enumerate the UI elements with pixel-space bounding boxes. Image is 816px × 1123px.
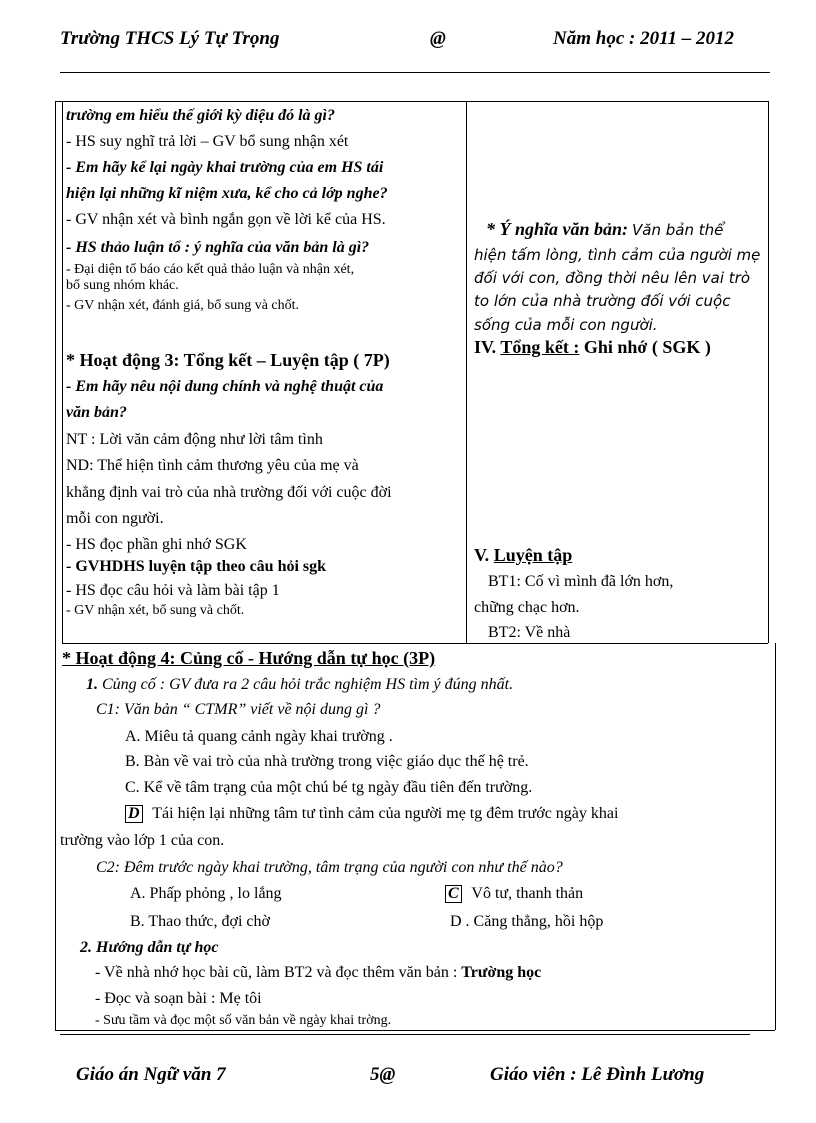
practice-number: V. xyxy=(474,545,490,565)
header-rule xyxy=(60,72,770,73)
q2-option-b: B. Thao thức, đợi chờ xyxy=(130,913,270,930)
school-name: Trường THCS Lý Tự Trọng xyxy=(60,28,280,49)
question-1: C1: Văn bản “ CTMR” viết về nội dung gì ? xyxy=(96,701,381,718)
table-right-border-upper xyxy=(768,101,769,643)
left-line-4: hiện lại những kĩ niệm xưa, kể cho cả lớp nghe? xyxy=(66,185,388,202)
activity-3-heading: * Hoạt động 3: Tổng kết – Luyện tập ( 7P) xyxy=(66,350,390,370)
left-line-16: - HS đọc phần ghi nhớ SGK xyxy=(66,536,247,553)
left-inner-border xyxy=(62,101,63,643)
footer-page: 5@ xyxy=(370,1064,396,1085)
consolidation-text: Củng cố : GV đưa ra 2 câu hỏi trắc nghiệm HS tìm ý đúng nhất. xyxy=(102,676,514,693)
q1-option-a: A. Miêu tả quang cảnh ngày khai trường . xyxy=(125,728,393,745)
footer-rule xyxy=(60,1034,750,1035)
school-year: Năm học : 2011 – 2012 xyxy=(553,28,735,49)
question-2: C2: Đêm trước ngày khai trường, tâm trạng của người con như thế nào? xyxy=(96,859,563,876)
summary-number: IV. xyxy=(474,337,497,357)
homework-1-title: Trường học xyxy=(461,964,542,981)
answer-d-box: D xyxy=(125,805,143,823)
q1-option-d-continued: trường vào lớp 1 của con. xyxy=(60,832,225,849)
q2-option-a: A. Phấp phỏng , lo lắng xyxy=(130,885,282,902)
left-line-9: - GV nhận xét, đánh giá, bổ sung và chốt. xyxy=(66,298,300,313)
activity-4-heading xyxy=(62,648,435,668)
table-top-border xyxy=(55,101,768,102)
table-right-border-lower xyxy=(775,643,776,1030)
left-line-5: - GV nhận xét và bình ngắn gọn về lời kể của HS. xyxy=(66,211,386,228)
row-divider xyxy=(62,643,768,644)
left-line-14: khẳng định vai trò của nhà trường đối với cuộc đời xyxy=(66,484,392,501)
summary-heading xyxy=(474,337,711,357)
answer-c-box: C xyxy=(445,885,462,903)
left-line-12: NT : Lời văn cảm động như lời tâm tình xyxy=(66,431,323,448)
left-line-17: - GVHDHS luyện tập theo câu hỏi sgk xyxy=(66,558,327,575)
exercise-1-a: BT1: Cố vì mình đã lớn hơn, xyxy=(488,573,674,590)
q1-option-c: C. Kể về tâm trạng của một chú bé tg ngày đầu tiên đến trường. xyxy=(125,779,533,796)
column-divider xyxy=(466,101,467,643)
self-study-number: 2. xyxy=(80,939,92,956)
self-study-heading xyxy=(80,938,218,958)
exercise-1-b: chững chạc hơn. xyxy=(474,599,580,616)
left-line-15: mỗi con người. xyxy=(66,510,164,527)
homework-2: - Đọc và soạn bài : Mẹ tôi xyxy=(95,990,262,1007)
consolidation-line xyxy=(86,675,513,695)
left-line-1: trường em hiểu thế giới kỳ diệu đó là gì? xyxy=(66,107,335,124)
left-line-7: - Đại diện tổ báo cáo kết quả thảo luận và nhận xét, xyxy=(66,262,355,277)
homework-1 xyxy=(95,963,541,983)
header-symbol: @ xyxy=(430,28,446,49)
left-line-11: văn bản? xyxy=(66,404,127,421)
exercise-2: BT2: Về nhà xyxy=(488,624,571,641)
left-line-2: - HS suy nghĩ trả lời – GV bổ sung nhận xét xyxy=(66,133,349,150)
activity-4-title: * Hoạt động 4: Củng cố - Hướng dẫn tự học (3P) xyxy=(62,648,436,668)
summary-note: Ghi nhớ ( SGK ) xyxy=(583,337,711,357)
homework-3: - Sưu tầm và đọc một số văn bản về ngày khai trờng. xyxy=(95,1013,392,1028)
significance-line-4: to lớn của nhà trường đối với cuộc xyxy=(474,292,731,310)
left-line-3: - Em hãy kể lại ngày khai trường của em HS tái xyxy=(66,159,384,176)
significance-text-1: Văn bản thể xyxy=(632,221,724,239)
significance-line-1 xyxy=(486,219,723,241)
footer-teacher: Giáo viên : Lê Đình Lương xyxy=(490,1064,705,1085)
q1-option-d-text: Tái hiện lại những tâm tư tình cảm của người mẹ tg đêm trước ngày khai xyxy=(152,805,619,822)
q1-option-d xyxy=(125,804,618,824)
left-line-8: bổ sung nhóm khác. xyxy=(66,278,179,293)
practice-label: Luyện tập xyxy=(493,545,573,565)
practice-heading xyxy=(474,545,572,565)
significance-label: * Ý nghĩa văn bản: xyxy=(486,219,629,239)
left-line-13: ND: Thể hiện tình cảm thương yêu của mẹ và xyxy=(66,457,359,474)
left-line-19: - GV nhận xét, bổ sung và chốt. xyxy=(66,603,245,618)
consolidation-number: 1. xyxy=(86,676,98,693)
left-line-18: - HS đọc câu hỏi và làm bài tập 1 xyxy=(66,582,280,599)
self-study-title: Hướng dẫn tự học xyxy=(96,939,219,956)
left-line-6: - HS thảo luận tổ : ý nghĩa của văn bản là gì? xyxy=(66,239,370,256)
homework-1-text: - Về nhà nhớ học bài cũ, làm BT2 và đọc thêm văn bản : xyxy=(95,964,458,981)
significance-line-3: đối với con, đồng thời nêu lên vai trò xyxy=(474,269,750,287)
summary-label: Tổng kết : xyxy=(500,337,580,357)
significance-line-2: hiện tấm lòng, tình cảm của người mẹ xyxy=(474,246,761,264)
q1-option-b: B. Bàn về vai trò của nhà trường trong việc giáo dục thế hệ trẻ. xyxy=(125,753,529,770)
significance-line-5: sống của mỗi con người. xyxy=(474,316,658,334)
q2-option-c-text: Vô tư, thanh thản xyxy=(471,885,584,902)
left-line-10: - Em hãy nêu nội dung chính và nghệ thuật của xyxy=(66,378,384,395)
footer-subject: Giáo án Ngữ văn 7 xyxy=(76,1064,226,1085)
q2-option-d: D . Căng thẳng, hồi hộp xyxy=(450,913,604,930)
table-bottom-border xyxy=(55,1030,775,1031)
table-left-border xyxy=(55,101,56,1030)
q2-option-c xyxy=(445,884,583,904)
